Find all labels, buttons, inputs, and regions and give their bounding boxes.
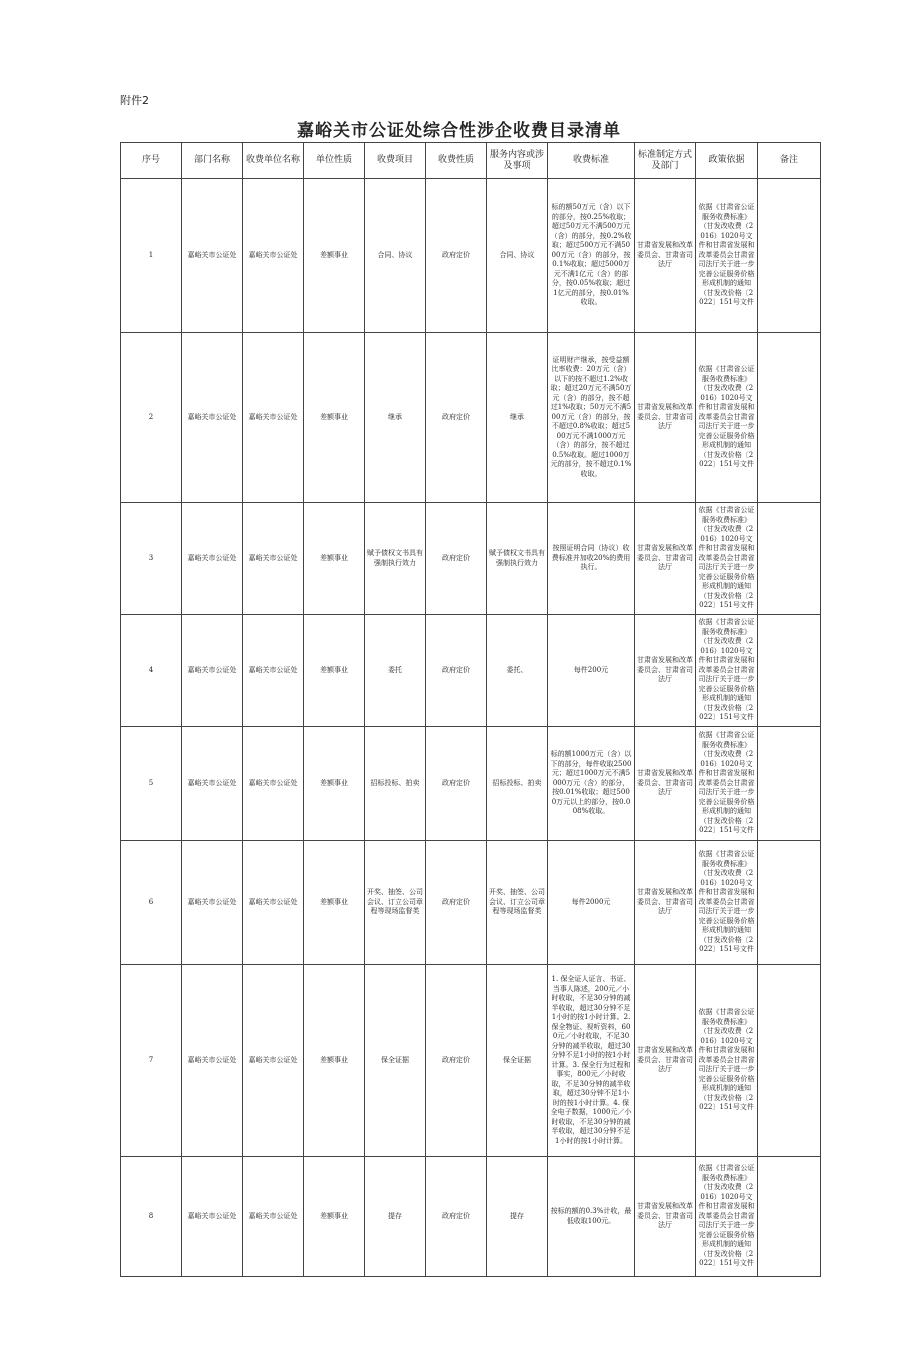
cell-nature: 差额事业 (304, 503, 365, 615)
cell-policy: 依据《甘肃省公证服务收费标准》（甘发改收费（2016）1020号文件和甘肃省发展和改革委员会甘肃省司法厅关于进一步完善公证服务价格形成机制的通知（甘发改价格〔2022〕151号文件 (696, 615, 758, 727)
cell-standard: 每件200元 (548, 615, 635, 727)
header-remark: 备注 (758, 143, 821, 179)
cell-seq: 4 (121, 615, 182, 727)
cell-remark (758, 727, 821, 841)
cell-unit: 嘉峪关市公证处 (243, 615, 304, 727)
cell-remark (758, 965, 821, 1157)
cell-seq: 8 (121, 1157, 182, 1277)
cell-remark (758, 1157, 821, 1277)
cell-service: 继承 (487, 333, 548, 503)
cell-seq: 5 (121, 727, 182, 841)
cell-authority: 甘肃省发展和改革委员会、甘肃省司法厅 (635, 179, 696, 333)
cell-fee-type: 政府定价 (426, 727, 487, 841)
cell-policy: 依据《甘肃省公证服务收费标准》（甘发改收费（2016）1020号文件和甘肃省发展和改革委员会甘肃省司法厅关于进一步完善公证服务价格形成机制的通知（甘发改价格〔2022〕151号文件 (696, 333, 758, 503)
cell-dept: 嘉峪关市公证处 (182, 615, 243, 727)
cell-fee-type: 政府定价 (426, 615, 487, 727)
cell-remark (758, 841, 821, 965)
table-row (121, 1157, 821, 1277)
cell-fee-type: 政府定价 (426, 841, 487, 965)
cell-unit: 嘉峪关市公证处 (243, 841, 304, 965)
table-row (121, 841, 821, 965)
cell-remark (758, 179, 821, 333)
cell-standard: 每件2000元 (548, 841, 635, 965)
table-row (121, 333, 821, 503)
cell-fee-type: 政府定价 (426, 503, 487, 615)
cell-authority: 甘肃省发展和改革委员会、甘肃省司法厅 (635, 965, 696, 1157)
cell-item: 保全证据 (365, 965, 426, 1157)
cell-standard: 按标的额的0.3%计收，最低收取100元。 (548, 1157, 635, 1277)
cell-dept: 嘉峪关市公证处 (182, 965, 243, 1157)
cell-policy: 依据《甘肃省公证服务收费标准》（甘发改收费（2016）1020号文件和甘肃省发展和改革委员会甘肃省司法厅关于进一步完善公证服务价格形成机制的通知（甘发改价格〔2022〕151号文件 (696, 727, 758, 841)
cell-dept: 嘉峪关市公证处 (182, 503, 243, 615)
table-row (121, 179, 821, 333)
page-title: 嘉峪关市公证处综合性涉企收费目录清单 (297, 121, 621, 141)
header-policy: 政策依据 (696, 143, 758, 179)
cell-service: 保全证据 (487, 965, 548, 1157)
cell-authority: 甘肃省发展和改革委员会、甘肃省司法厅 (635, 727, 696, 841)
cell-standard: 1. 保全证人证言、书证、当事人陈述，200元／小时收取，不足30分钟的减半收取，超过30分钟不足1小时的按1小时计算。2. 保全物证、视听资料，600元／小时收取，不足30分钟的减半收取，超过30分钟不足1小时的按1小时计算。3. 保全行为过程和事实，800元／小时收取，不足30分钟的减半收取，超过30分钟不足1小时的按1小时计算。4. 保全电子数据，1000元／小时收取，不足30分钟的减半收取，超过30分钟不足1小时的按1小时计算。 (548, 965, 635, 1157)
cell-service: 开奖、抽签、公司会议、订立公司章程等现场监督类 (487, 841, 548, 965)
header-unit: 收费单位名称 (243, 143, 304, 179)
cell-unit: 嘉峪关市公证处 (243, 179, 304, 333)
cell-nature: 差额事业 (304, 615, 365, 727)
cell-fee-type: 政府定价 (426, 179, 487, 333)
cell-item: 继承 (365, 333, 426, 503)
cell-standard: 标的额1000万元（含）以下的部分，每件收取2500元；超过1000万元不满5000万元（含）的部分，按0.01%收取；超过5000万元以上的部分，按0.008%收取。 (548, 727, 635, 841)
cell-dept: 嘉峪关市公证处 (182, 727, 243, 841)
cell-seq: 3 (121, 503, 182, 615)
cell-remark (758, 333, 821, 503)
cell-standard: 标的额50万元（含）以下的部分，按0.25%收取；超过50万元不满500万元（含）的部分，按0.2%收取；超过500万元不满5000万元（含）的部分，按0.1%收取；超过5000万元不满1亿元（含）的部分，按0.05%收取；超过1亿元的部分，按0.01%收取。 (548, 179, 635, 333)
cell-remark (758, 503, 821, 615)
cell-seq: 1 (121, 179, 182, 333)
cell-standard: 证明财产继承，按受益额比率收费：20万元（含）以下的按不超过1.2%收取；超过20万元不满50万元（含）的部分，按不超过1%收取；50万元不满500万元（含）的部分，按不超过0.8%收取；超过500万元不满1000万元（含）的部分，按不超过0.5%收取。超过1000万元的部分，按不超过0.1%收取。 (548, 333, 635, 503)
cell-fee-type: 政府定价 (426, 965, 487, 1157)
cell-dept: 嘉峪关市公证处 (182, 179, 243, 333)
cell-nature: 差额事业 (304, 333, 365, 503)
cell-dept: 嘉峪关市公证处 (182, 841, 243, 965)
cell-policy: 依据《甘肃省公证服务收费标准》（甘发改收费（2016）1020号文件和甘肃省发展和改革委员会甘肃省司法厅关于进一步完善公证服务价格形成机制的通知（甘发改价格〔2022〕151号文件 (696, 965, 758, 1157)
cell-remark (758, 615, 821, 727)
cell-unit: 嘉峪关市公证处 (243, 333, 304, 503)
cell-unit: 嘉峪关市公证处 (243, 503, 304, 615)
cell-unit: 嘉峪关市公证处 (243, 727, 304, 841)
header-fee-type: 收费性质 (426, 143, 487, 179)
cell-item: 开奖、抽签、公司会议、订立公司章程等现场监督类 (365, 841, 426, 965)
table-row (121, 615, 821, 727)
cell-service: 提存 (487, 1157, 548, 1277)
cell-policy: 依据《甘肃省公证服务收费标准》（甘发改收费（2016）1020号文件和甘肃省发展和改革委员会甘肃省司法厅关于进一步完善公证服务价格形成机制的通知（甘发改价格〔2022〕151号文件 (696, 503, 758, 615)
cell-policy: 依据《甘肃省公证服务收费标准》（甘发改收费（2016）1020号文件和甘肃省发展和改革委员会甘肃省司法厅关于进一步完善公证服务价格形成机制的通知（甘发改价格〔2022〕151号文件 (696, 179, 758, 333)
cell-nature: 差额事业 (304, 841, 365, 965)
cell-nature: 差额事业 (304, 1157, 365, 1277)
table-header-row (121, 143, 821, 179)
cell-fee-type: 政府定价 (426, 1157, 487, 1277)
cell-fee-type: 政府定价 (426, 333, 487, 503)
cell-seq: 7 (121, 965, 182, 1157)
cell-authority: 甘肃省发展和改革委员会、甘肃省司法厅 (635, 841, 696, 965)
cell-dept: 嘉峪关市公证处 (182, 1157, 243, 1277)
header-service: 服务内容或涉及事项 (487, 143, 548, 179)
cell-nature: 差额事业 (304, 179, 365, 333)
cell-seq: 6 (121, 841, 182, 965)
cell-policy: 依据《甘肃省公证服务收费标准》（甘发改收费（2016）1020号文件和甘肃省发展和改革委员会甘肃省司法厅关于进一步完善公证服务价格形成机制的通知（甘发改价格〔2022〕151号文件 (696, 841, 758, 965)
cell-authority: 甘肃省发展和改革委员会、甘肃省司法厅 (635, 1157, 696, 1277)
cell-service: 招标投标、拍卖 (487, 727, 548, 841)
cell-authority: 甘肃省发展和改革委员会、甘肃省司法厅 (635, 615, 696, 727)
cell-item: 赋予债权文书具有强制执行效力 (365, 503, 426, 615)
header-item: 收费项目 (365, 143, 426, 179)
cell-authority: 甘肃省发展和改革委员会、甘肃省司法厅 (635, 503, 696, 615)
cell-nature: 差额事业 (304, 727, 365, 841)
table-row (121, 503, 821, 615)
cell-service: 赋予债权文书具有强制执行效力 (487, 503, 548, 615)
cell-unit: 嘉峪关市公证处 (243, 965, 304, 1157)
cell-nature: 差额事业 (304, 965, 365, 1157)
cell-seq: 2 (121, 333, 182, 503)
cell-unit: 嘉峪关市公证处 (243, 1157, 304, 1277)
cell-standard: 按照证明合同（协议）收费标准并加收20%的费用执行。 (548, 503, 635, 615)
cell-item: 提存 (365, 1157, 426, 1277)
cell-dept: 嘉峪关市公证处 (182, 333, 243, 503)
header-standard: 收费标准 (548, 143, 635, 179)
cell-item: 合同、协议 (365, 179, 426, 333)
fee-catalog-table (120, 142, 821, 1277)
cell-authority: 甘肃省发展和改革委员会、甘肃省司法厅 (635, 333, 696, 503)
header-nature: 单位性质 (304, 143, 365, 179)
table-row (121, 965, 821, 1157)
cell-item: 招标投标、拍卖 (365, 727, 426, 841)
cell-item: 委托 (365, 615, 426, 727)
cell-policy: 依据《甘肃省公证服务收费标准》（甘发改收费（2016）1020号文件和甘肃省发展和改革委员会甘肃省司法厅关于进一步完善公证服务价格形成机制的通知（甘发改价格〔2022〕151号文件 (696, 1157, 758, 1277)
header-dept: 部门名称 (182, 143, 243, 179)
cell-service: 合同、协议 (487, 179, 548, 333)
header-seq: 序号 (121, 143, 182, 179)
table-row (121, 727, 821, 841)
header-authority: 标准制定方式及部门 (635, 143, 696, 179)
attachment-label: 附件2 (120, 94, 149, 107)
cell-service: 委托、 (487, 615, 548, 727)
